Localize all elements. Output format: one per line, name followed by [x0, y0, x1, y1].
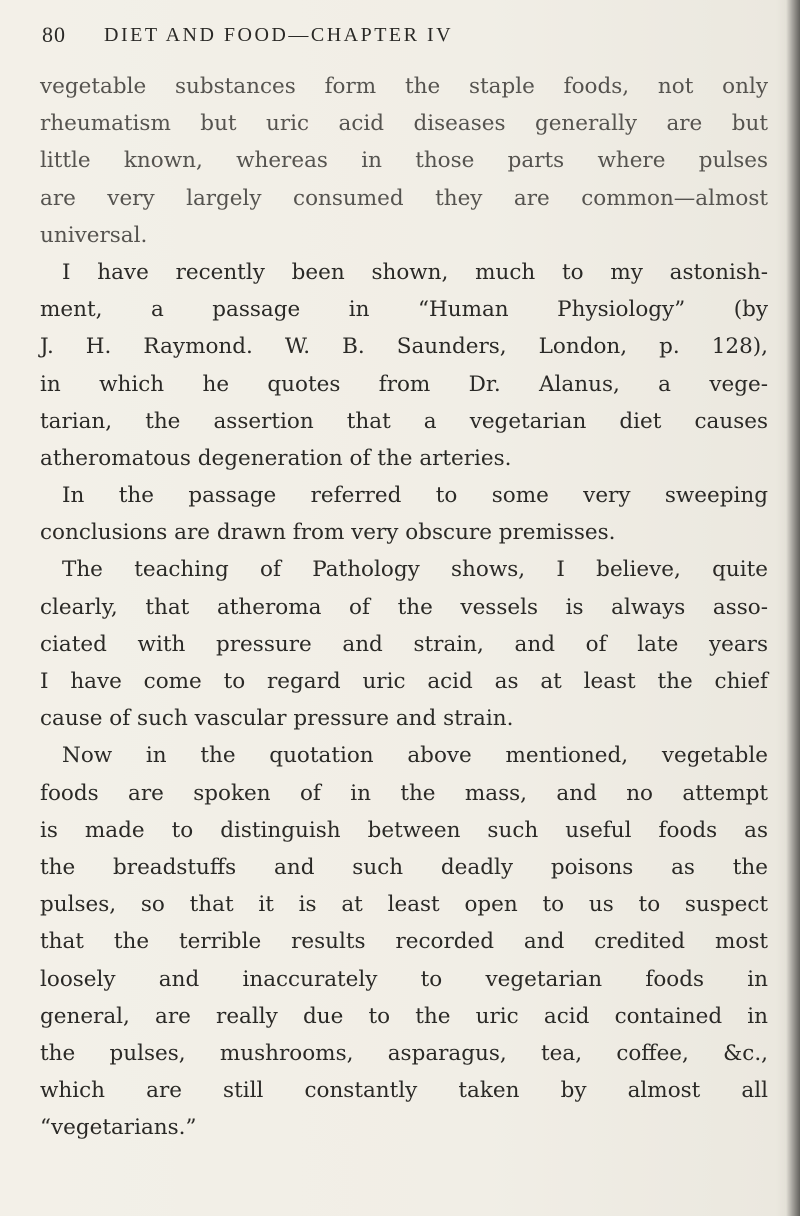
text-line: ment, a passage in “Human Physiology” (by [40, 297, 768, 323]
text-line: rheumatism but uric acid diseases generally are but [40, 111, 768, 137]
text-line: J. H. Raymond. W. B. Saunders, London, p. 128), [40, 334, 768, 360]
text-line: ciated with pressure and strain, and of late years [40, 631, 768, 657]
text-line: I have recently been shown, much to my astonish- [62, 259, 768, 285]
text-line: loosely and inaccurately to vegetarian foods in [40, 966, 768, 992]
text-line: foods are spoken of in the mass, and no attempt [40, 780, 768, 806]
text-line: general, are really due to the uric acid contained in [40, 1003, 768, 1029]
page-edge-shadow [786, 0, 800, 1216]
running-head: DIET AND FOOD—CHAPTER IV [104, 24, 454, 46]
text-line: in which he quotes from Dr. Alanus, a vege- [40, 371, 768, 397]
text-line: universal. [40, 222, 148, 248]
text-line: cause of such vascular pressure and strain. [40, 706, 514, 732]
text-line: the breadstuffs and such deadly poisons as the [40, 854, 768, 880]
body-text [40, 68, 768, 1146]
page-header [40, 20, 760, 60]
text-line: tarian, the assertion that a vegetarian diet causes [40, 408, 768, 434]
text-line: In the passage referred to some very sweeping [62, 483, 768, 509]
text-line: atheromatous degeneration of the arteries. [40, 445, 512, 471]
text-line: pulses, so that it is at least open to us to suspect [40, 892, 768, 918]
text-line: The teaching of Pathology shows, I believe, quite [62, 557, 768, 583]
text-line: are very largely consumed they are common—almost [40, 185, 768, 211]
text-line: which are still constantly taken by almost all [40, 1078, 768, 1104]
text-line: that the terrible results recorded and credited most [40, 929, 768, 955]
text-line: the pulses, mushrooms, asparagus, tea, coffee, &c., [40, 1040, 768, 1066]
text-line: conclusions are drawn from very obscure premisses. [40, 520, 616, 546]
text-line: “vegetarians.” [40, 1115, 197, 1141]
text-line: little known, whereas in those parts where pulses [40, 148, 768, 174]
text-line: Now in the quotation above mentioned, vegetable [62, 743, 768, 769]
text-line: vegetable substances form the staple foods, not only [40, 74, 768, 99]
text-line: clearly, that atheroma of the vessels is always asso- [40, 594, 768, 620]
text-line: I have come to regard uric acid as at least the chief [40, 669, 768, 694]
page-number: 80 [42, 22, 66, 47]
text-line: is made to distinguish between such useful foods as [40, 817, 768, 843]
